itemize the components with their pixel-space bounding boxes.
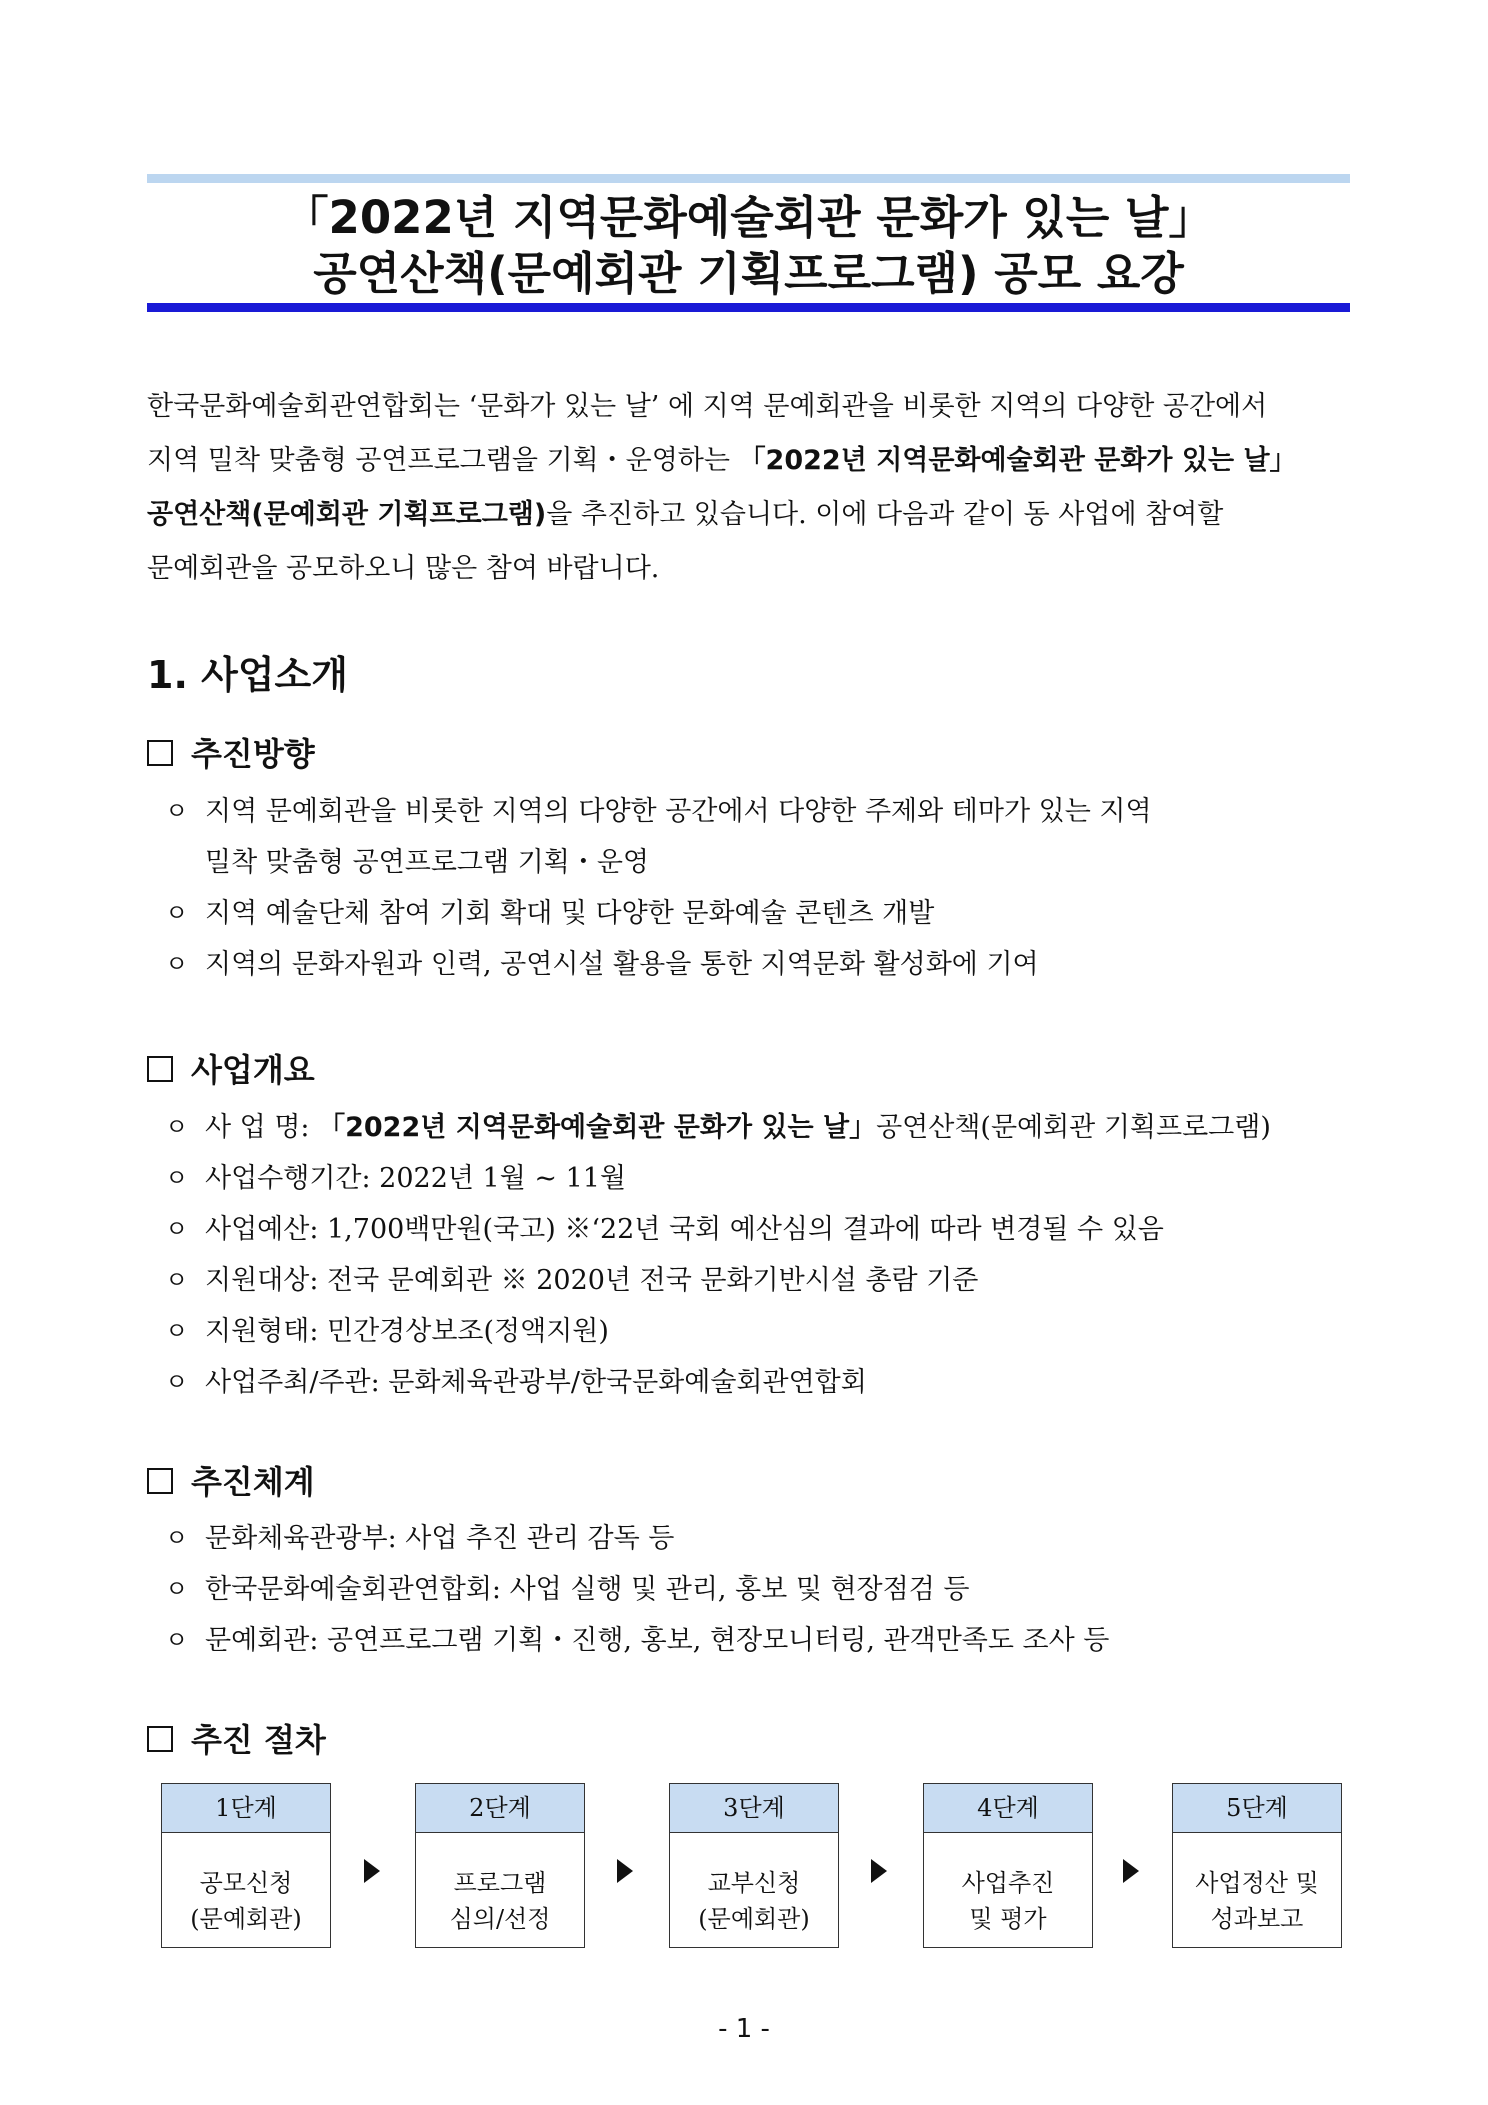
procedure-step-3 xyxy=(669,1783,839,1948)
procedure-step-2 xyxy=(415,1783,585,1948)
step-line-2: 심의/선정 xyxy=(449,1905,551,1933)
bullet-circle-icon: ㅇ xyxy=(165,899,189,927)
subsection-direction xyxy=(147,732,315,776)
list-item-text: 문예회관: 공연프로그램 기획・진행, 홍보, 현장모니터링, 관객만족도 조사 등 xyxy=(205,1625,1110,1656)
arrow-right-icon xyxy=(617,1859,633,1883)
intro-line-3-text: 을 추진하고 있습니다. 이에 다음과 같이 동 사업에 참여할 xyxy=(546,499,1224,530)
bullet-circle-icon: ㅇ xyxy=(165,950,189,978)
bullet-circle-icon: ㅇ xyxy=(165,1524,189,1552)
step-description xyxy=(416,1833,584,1937)
bullet-circle-icon: ㅇ xyxy=(165,1215,189,1243)
intro-line-1: 한국문화예술회관연합회는 ‘문화가 있는 날’ 에 지역 문예회관을 비롯한 지역의 다양한 공간에서 xyxy=(147,391,1268,422)
subsection-procedure-title: 추진 절차 xyxy=(191,1721,326,1759)
list-item-label: 사 업 명: xyxy=(205,1112,319,1143)
document-title-line-1: 「2022년 지역문화예술회관 문화가 있는 날」 xyxy=(283,191,1214,244)
procedure-step-1 xyxy=(161,1783,331,1948)
list-item xyxy=(165,1306,1350,1357)
system-list xyxy=(165,1513,1350,1666)
bullet-circle-icon: ㅇ xyxy=(165,1164,189,1192)
list-item-text: 사업예산: 1,700백만원(국고) ※‘22년 국회 예산심의 결과에 따라 변경될 수 있음 xyxy=(205,1214,1164,1245)
list-item-text: 지원대상: 전국 문예회관 ※ 2020년 전국 문화기반시설 총람 기준 xyxy=(205,1265,979,1296)
subsection-procedure xyxy=(147,1718,326,1762)
step-stage-label: 4단계 xyxy=(924,1784,1092,1833)
list-item xyxy=(165,1513,1350,1564)
step-line-2: 및 평가 xyxy=(969,1905,1047,1933)
list-item xyxy=(165,1255,1350,1306)
arrow-right-icon xyxy=(364,1859,380,1883)
step-line-1: 사업정산 및 xyxy=(1195,1869,1319,1897)
list-item xyxy=(165,786,1350,888)
procedure-step-5 xyxy=(1172,1783,1342,1948)
intro-line-4: 문예회관을 공모하오니 많은 참여 바랍니다. xyxy=(147,553,660,584)
overview-list xyxy=(165,1102,1350,1408)
intro-line-2 xyxy=(147,434,1350,488)
intro-line-3-bold: 공연산책(문예회관 기획프로그램) xyxy=(147,499,547,530)
step-line-1: 공모신청 xyxy=(199,1869,293,1897)
bullet-circle-icon: ㅇ xyxy=(165,1317,189,1345)
bullet-circle-icon: ㅇ xyxy=(165,1626,189,1654)
step-line-1: 프로그램 xyxy=(453,1869,547,1897)
list-item-text: 지역 예술단체 참여 기회 확대 및 다양한 문화예술 콘텐츠 개발 xyxy=(205,898,935,929)
list-item-text: 한국문화예술회관연합회: 사업 실행 및 관리, 홍보 및 현장점검 등 xyxy=(205,1574,970,1605)
step-line-2: (문예회관) xyxy=(698,1905,810,1933)
list-item-text: 사업수행기간: 2022년 1월 ~ 11월 xyxy=(205,1163,627,1194)
intro-line-2-text: 지역 밀착 맞춤형 공연프로그램을 기획・운영하는 xyxy=(147,445,739,476)
subsection-overview-title: 사업개요 xyxy=(191,1051,315,1089)
procedure-step-4 xyxy=(923,1783,1093,1948)
checkbox-square-icon xyxy=(147,740,173,766)
list-item xyxy=(165,1153,1350,1204)
page-number: - 1 - xyxy=(718,2014,770,2044)
list-item-text: 문화체육관광부: 사업 추진 관리 감독 등 xyxy=(205,1523,675,1554)
checkbox-square-icon xyxy=(147,1056,173,1082)
title-bottom-bar xyxy=(147,303,1350,312)
section-heading: 1. 사업소개 xyxy=(147,653,348,697)
step-line-1: 교부신청 xyxy=(707,1869,801,1897)
bullet-circle-icon: ㅇ xyxy=(165,1368,189,1396)
step-stage-label: 3단계 xyxy=(670,1784,838,1833)
list-item xyxy=(165,1204,1350,1255)
list-item-text: 지역 문예회관을 비롯한 지역의 다양한 공간에서 다양한 주제와 테마가 있는 지역 xyxy=(205,796,1152,827)
step-description xyxy=(162,1833,330,1937)
list-item-text: 공연산책(문예회관 기획프로그램) xyxy=(876,1112,1271,1143)
arrow-right-icon xyxy=(871,1859,887,1883)
subsection-direction-title: 추진방향 xyxy=(191,735,315,773)
list-item xyxy=(165,1102,1350,1153)
bullet-circle-icon: ㅇ xyxy=(165,797,189,825)
list-item-text: 사업주최/주관: 문화체육관광부/한국문화예술회관연합회 xyxy=(205,1367,867,1398)
list-item-text: 지원형태: 민간경상보조(정액지원) xyxy=(205,1316,609,1347)
arrow-right-icon xyxy=(1123,1859,1139,1883)
step-line-2: 성과보고 xyxy=(1210,1905,1304,1933)
subsection-system xyxy=(147,1460,315,1504)
intro-paragraph xyxy=(147,380,1350,596)
intro-line-3 xyxy=(147,488,1350,542)
step-line-2: (문예회관) xyxy=(190,1905,302,1933)
checkbox-square-icon xyxy=(147,1726,173,1752)
bullet-circle-icon: ㅇ xyxy=(165,1266,189,1294)
document-title-line-2: 공연산책(문예회관 기획프로그램) 공모 요강 xyxy=(313,247,1184,300)
bullet-circle-icon: ㅇ xyxy=(165,1113,189,1141)
step-stage-label: 1단계 xyxy=(162,1784,330,1833)
list-item xyxy=(165,1564,1350,1615)
step-description xyxy=(670,1833,838,1937)
step-line-1: 사업추진 xyxy=(961,1869,1055,1897)
list-item xyxy=(165,1357,1350,1408)
list-item-text: 지역의 문화자원과 인력, 공연시설 활용을 통한 지역문화 활성화에 기여 xyxy=(205,949,1039,980)
step-stage-label: 5단계 xyxy=(1173,1784,1341,1833)
title-top-bar xyxy=(147,174,1350,183)
step-description xyxy=(924,1833,1092,1937)
procedure-flow xyxy=(0,1783,1488,1953)
direction-list xyxy=(165,786,1350,990)
subsection-overview xyxy=(147,1048,315,1092)
step-stage-label: 2단계 xyxy=(416,1784,584,1833)
bullet-circle-icon: ㅇ xyxy=(165,1575,189,1603)
list-item-bold: 「2022년 지역문화예술회관 문화가 있는 날」 xyxy=(318,1112,877,1143)
subsection-system-title: 추진체계 xyxy=(191,1463,315,1501)
list-item xyxy=(165,1615,1350,1666)
list-item xyxy=(165,939,1350,990)
intro-line-2-bold: 「2022년 지역문화예술회관 문화가 있는 날」 xyxy=(738,445,1297,476)
checkbox-square-icon xyxy=(147,1468,173,1494)
list-item-continuation: 밀착 맞춤형 공연프로그램 기획・운영 xyxy=(205,847,649,878)
step-description xyxy=(1173,1833,1341,1937)
list-item xyxy=(165,888,1350,939)
